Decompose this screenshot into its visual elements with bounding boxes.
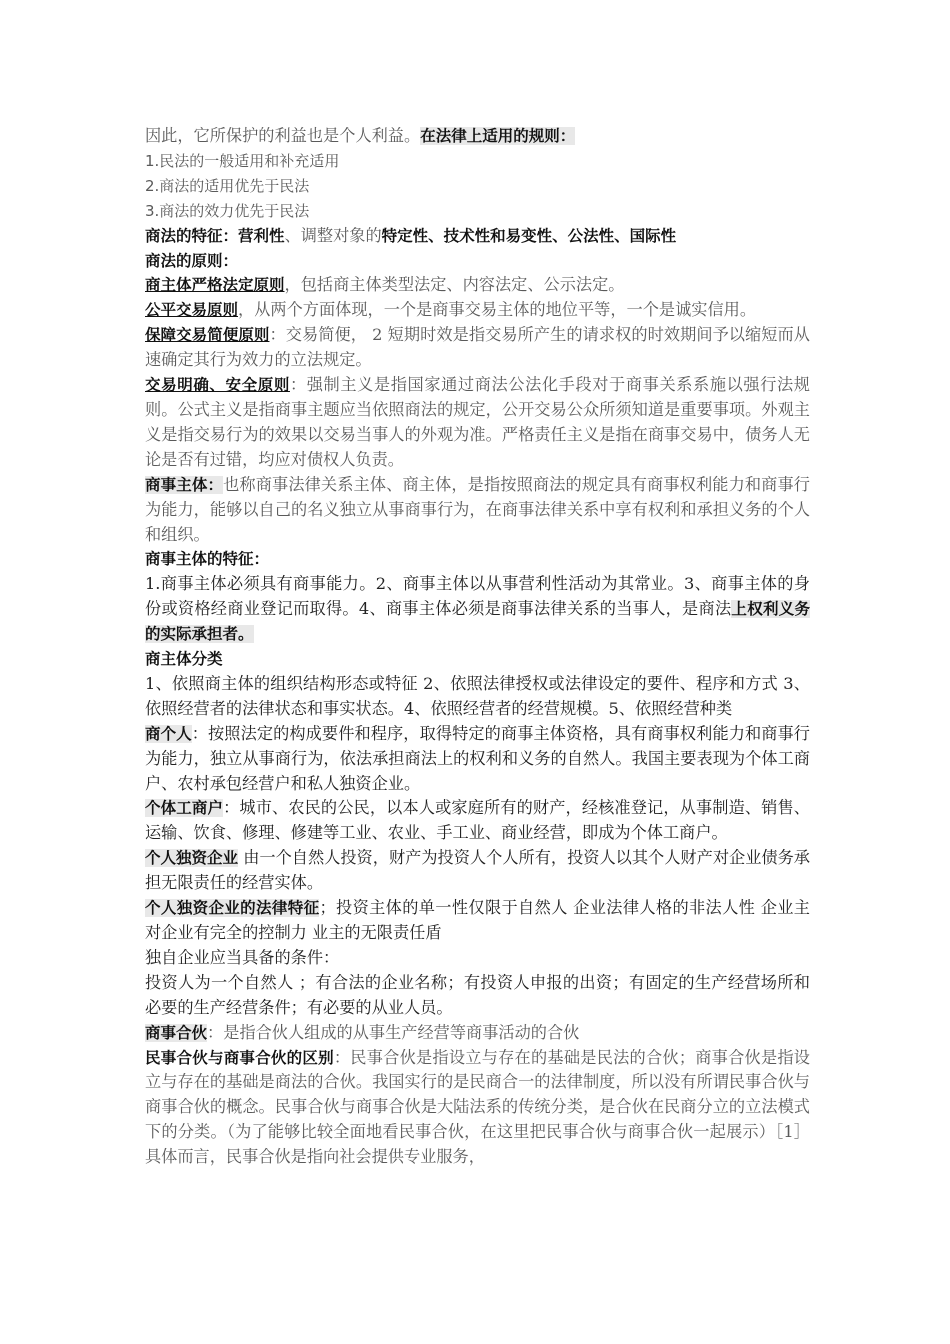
principle-3 (145, 323, 810, 373)
paragraph-household (145, 796, 810, 846)
heading-conditions: 独自企业应当具备的条件： (145, 947, 340, 967)
heading-subject-features: 商事主体的特征： (145, 550, 270, 569)
label-subject: 商事主体： (145, 475, 224, 494)
paragraph-sole-legal (145, 896, 810, 946)
text-subject: 也称商事法律关系主体、商主体，是指按照商法的规定具有商事权利能力和商事行为能力，能够以自己的名义独立从事商事行为，在商事法律关系中享有权利和承担义务的个人和组织。 (145, 474, 810, 544)
principle-label: 交易明确、安全原则 (145, 376, 290, 395)
text-household: ：城市、农民的公民，以本人或家庭所有的财产，经核准登记，从事制造、销售、运输、饮食、修理、修建等工业、农业、手工业、商业经营，即成为个体工商户。 (145, 798, 810, 843)
paragraph-partnership (145, 1021, 810, 1046)
label-sole: 个人独资企业 (145, 849, 239, 868)
heading-applicable-rules: 在法律上适用的规则： (420, 127, 576, 145)
text-difference: ：民事合伙是指设立与存在的基础是民法的合伙；商事合伙是指设立与存在的基础是商法的合伙。我国实行的是民商合一的法律制度，所以没有所谓民事合伙与商事合伙的概念。民事合伙与商事合伙是大陆法系的传统分类，是合伙在民商分立的立法模式下的分类。（为了能够比较全面地看民事合伙，在这里把民事合伙与商事合伙一起展示）［1］具体而言，民事合伙是指向社会提供专业服务， (145, 1047, 810, 1167)
principle-2 (145, 298, 810, 323)
label-sole-legal: 个人独资企业的法律特征 (145, 899, 320, 918)
paragraph-subject (145, 473, 810, 548)
text-subject-features: 1.商事主体必须具有商事能力。2、商事主体以从事营利性活动为其常业。3、商事主体的身份或资格经商业登记而取得。4、商事主体必须是商事法律关系的当事人，是商法 (145, 574, 810, 619)
principle-text: ，包括商主体类型法定、内容法定、公示法定。 (284, 275, 625, 295)
label-household: 个体工商户 (145, 799, 224, 818)
label-difference: 民事合伙与商事合伙的区别 (145, 1048, 334, 1067)
bold-subject-features: 上权利义务的实际承担者。 (145, 600, 810, 644)
paragraph-features (145, 224, 810, 249)
rule-item: 2.商法的适用优先于民法 (145, 176, 310, 195)
text-interest: 因此，它所保护的利益也是个人利益。 (145, 126, 421, 145)
paragraph-sole (145, 846, 810, 896)
paragraph-conditions: 投资人为一个自然人 ；有合法的企业名称；有投资人申报的出资；有固定的生产经营场所和必要的生产经营条件；有必要的从业人员。 (145, 972, 810, 1017)
principle-label: 保障交易简便原则 (145, 326, 270, 345)
feature-profit: 营利性 (238, 226, 285, 245)
principle-text: ：交易简便， 2 短期时效是指交易所产生的请求权的时效期间予以缩短而从速确定其行为效力的立法规定。 (145, 325, 810, 370)
principle-1 (145, 273, 810, 298)
principle-label: 商主体严格法定原则 (145, 276, 285, 295)
rule-item: 3.商法的效力优先于民法 (145, 201, 310, 220)
label-partnership: 商事合伙 (145, 1023, 208, 1042)
label-features: 商法的特征： (145, 226, 239, 245)
heading-classification: 商主体分类 (145, 650, 223, 669)
paragraph-difference (145, 1046, 810, 1171)
paragraph-subject-features (145, 572, 810, 647)
principle-4 (145, 373, 810, 473)
feature-list: 特定性、技术性和易变性、公法性、国际性 (381, 226, 677, 245)
principle-label: 公平交易原则 (145, 301, 239, 320)
principle-text: ：强制主义是指国家通过商法公法化手段对于商事关系系施以强行法规则。公式主义是指商事主题应当依照商法的规定，公开交易公众所须知道是重要事项。外观主义是指交易行为的效果以交易当事人的外观为准。严格责任主义是指在商事交易中，债务人无论是否有过错，均应对债权人负责。 (145, 375, 810, 469)
label-individual: 商个人 (145, 724, 192, 743)
heading-principles: 商法的原则： (145, 251, 239, 270)
text-sole-legal: ；投资主体的单一性仅限于自然人 企业法律人格的非法人性 企业主对企业有完全的控制力 业主的无限责任盾 (145, 898, 810, 942)
feature-connector: 、调整对象的 (284, 225, 382, 245)
paragraph-interest (145, 124, 810, 149)
text-individual: ：按照法定的构成要件和程序，取得特定的商事主体资格，具有商事权利能力和商事行为能力，独立从事商行为，依法承担商法上的权利和义务的自然人。我国主要表现为个体工商户、农村承包经营户和私人独资企业。 (145, 723, 810, 793)
rule-item: 1.民法的一般适用和补充适用 (145, 151, 340, 170)
principle-text: ，从两个方面体现，一个是商事交易主体的地位平等，一个是诚实信用。 (238, 300, 757, 320)
text-sole: 由一个自然人投资，财产为投资人个人所有，投资人以其个人财产对企业债务承担无限责任的经营实体。 (145, 848, 810, 893)
paragraph-individual (145, 722, 810, 797)
text-partnership: ：是指合伙人组成的从事生产经营等商事活动的合伙 (207, 1022, 580, 1042)
document-page (145, 124, 810, 1170)
paragraph-classification: 1、依照商主体的组织结构形态或特征 2、依照法律授权或法律设定的要件、程序和方式 3、依照经营者的法律状态和事实状态。4、依照经营者的经营规模。5、依照经营种类 (145, 673, 810, 718)
